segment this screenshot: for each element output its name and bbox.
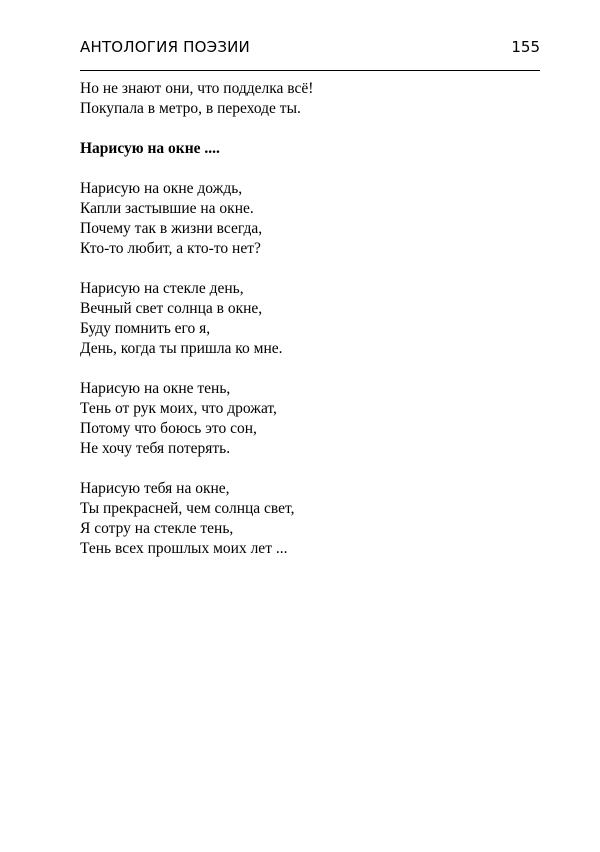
poem-line: Я сотру на стекле тень,: [80, 520, 234, 537]
page-number: 155: [511, 38, 540, 56]
poem-line: Нарисую тебя на окне,: [80, 480, 230, 497]
poem-line: Ты прекрасней, чем солнца свет,: [80, 500, 295, 517]
running-title: АНТОЛОГИЯ ПОЭЗИИ: [80, 38, 250, 56]
poem-line: Тень от рук моих, что дрожат,: [80, 400, 277, 417]
poem-line: Вечный свет солнца в окне,: [80, 300, 263, 317]
text-line: Но не знают они, что подделка всё!: [80, 80, 314, 97]
poem-line: День, когда ты пришла ко мне.: [80, 340, 283, 357]
poem-line: Нарисую на окне дождь,: [80, 180, 243, 197]
poem-line: Почему так в жизни всегда,: [80, 220, 263, 237]
stanza: [80, 179, 540, 259]
poem-line: Капли застывшие на окне.: [80, 200, 254, 217]
stanza: [80, 479, 540, 559]
stanza: [80, 279, 540, 359]
poem-line: Нарисую на окне тень,: [80, 380, 231, 397]
poem-line: Не хочу тебя потерять.: [80, 440, 231, 457]
poem-line: Нарисую на стекле день,: [80, 280, 244, 297]
poem-line: Кто-то любит, а кто-то нет?: [80, 240, 261, 257]
poem-title: Нарисую на окне ....: [80, 140, 220, 157]
intro-lines: [80, 79, 540, 119]
stanza: [80, 379, 540, 459]
poem-line: Потому что боюсь это сон,: [80, 420, 257, 437]
poem-line: Буду помнить его я,: [80, 320, 211, 337]
text-line: Покупала в метро, в переходе ты.: [80, 100, 301, 117]
page-header: [80, 34, 540, 71]
poem-line: Тень всех прошлых моих лет ...: [80, 540, 288, 557]
page-content: [80, 79, 540, 559]
